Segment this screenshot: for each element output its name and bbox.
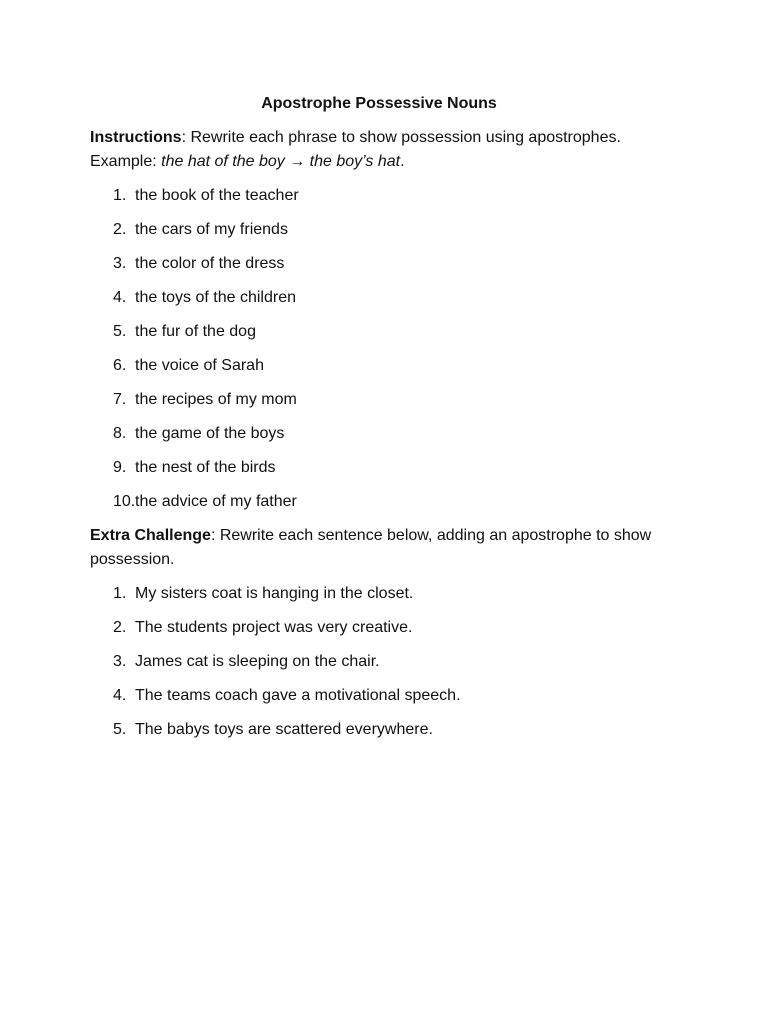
list-number: 5. [113,323,127,340]
worksheet-page [90,92,670,742]
list-item-text: My sisters coat is hanging in the closet. [135,585,414,602]
list-item-text: The babys toys are scattered everywhere. [135,721,433,738]
list-number: 3. [113,255,127,272]
list-item [90,252,670,276]
list-item [90,582,670,606]
list-item [90,354,670,378]
list-item [90,184,670,208]
list-item-text: the cars of my friends [135,221,288,238]
list-item [90,616,670,640]
list-number: 1. [113,187,127,204]
example-prefix: Example: [90,153,162,170]
list-item-text: the advice of my father [135,493,297,510]
list-item-text: the recipes of my mom [135,391,297,408]
example-text: the hat of the boy → the boy’s hat [161,153,401,170]
challenge-paragraph [90,524,670,572]
list-item [90,388,670,412]
phrase-list [90,184,670,514]
list-item-text: the game of the boys [135,425,285,442]
instructions-text: : Rewrite each phrase to show possession using apostrophes. [181,129,621,146]
list-number: 8. [113,425,127,442]
list-item [90,684,670,708]
list-number: 5. [113,721,127,738]
list-number: 1. [113,585,127,602]
list-number: 4. [113,687,127,704]
list-item-text: the voice of Sarah [135,357,264,374]
list-item-text: James cat is sleeping on the chair. [135,653,380,670]
list-item-text: the nest of the birds [135,459,276,476]
challenge-label: Extra Challenge [90,527,211,544]
example-suffix: . [400,153,405,170]
page-title: Apostrophe Possessive Nouns [261,95,497,112]
list-item-text: the book of the teacher [135,187,299,204]
sentence-list [90,582,670,742]
list-item [90,490,670,514]
list-item [90,422,670,446]
instructions-label: Instructions [90,129,182,146]
list-number: 3. [113,653,127,670]
list-item [90,286,670,310]
list-item [90,218,670,242]
list-item [90,320,670,344]
list-number: 4. [113,289,127,306]
list-item [90,718,670,742]
list-number: 6. [113,357,127,374]
list-item-text: the toys of the children [135,289,296,306]
list-item-text: the fur of the dog [135,323,256,340]
list-number: 9. [113,459,127,476]
instructions-paragraph [90,126,670,174]
list-number: 2. [113,221,127,238]
list-item-text: the color of the dress [135,255,285,272]
list-item-text: The teams coach gave a motivational speech. [135,687,461,704]
list-number: 10. [113,493,136,510]
list-item-text: The students project was very creative. [135,619,413,636]
list-item [90,456,670,480]
challenge-text: : Rewrite each sentence below, adding an apostrophe to show possession. [90,527,652,568]
list-number: 2. [113,619,127,636]
list-number: 7. [113,391,127,408]
list-item [90,650,670,674]
